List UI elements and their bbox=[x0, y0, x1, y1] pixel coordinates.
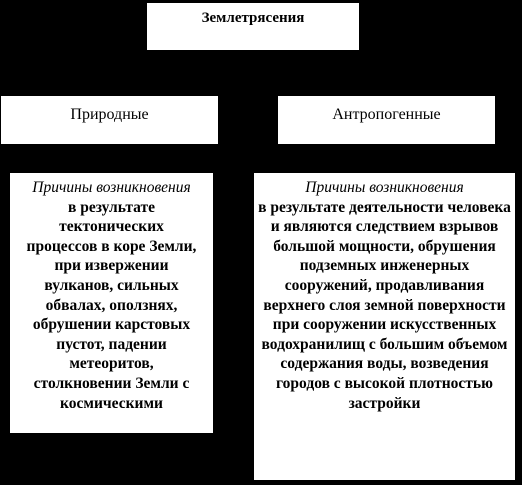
natural-causes-heading: Причины возникновения bbox=[32, 179, 191, 196]
anthropogenic-causes-text: в результате деятельности человека и являются следствием взрывов большой мощности, обрушения подземных инженерных сооружений, продавливания верхнего слоя земной поверхности при сооружении искусственных водохранилищ с большим объемом содержания воды, возведения городов с высокой плотностью застройки bbox=[258, 198, 511, 412]
category-anthropogenic-label: Антропогенные bbox=[332, 106, 441, 123]
category-natural-label: Природные bbox=[70, 106, 149, 123]
category-natural-node bbox=[1, 96, 218, 144]
anthropogenic-causes-box bbox=[254, 173, 515, 480]
root-title: Землетрясения bbox=[201, 10, 305, 26]
natural-causes-text: в результате тектонических процессов в коре Земли, при извержении вулканов, сильных обвалах, оползнях, обрушении карстовых пустот, падении метеоритов, столкновении Земли с космическими bbox=[26, 198, 197, 412]
root-node bbox=[147, 3, 359, 50]
anthropogenic-causes-heading: Причины возникновения bbox=[305, 179, 464, 196]
natural-causes-box bbox=[10, 173, 213, 433]
category-anthropogenic-node bbox=[278, 96, 495, 144]
